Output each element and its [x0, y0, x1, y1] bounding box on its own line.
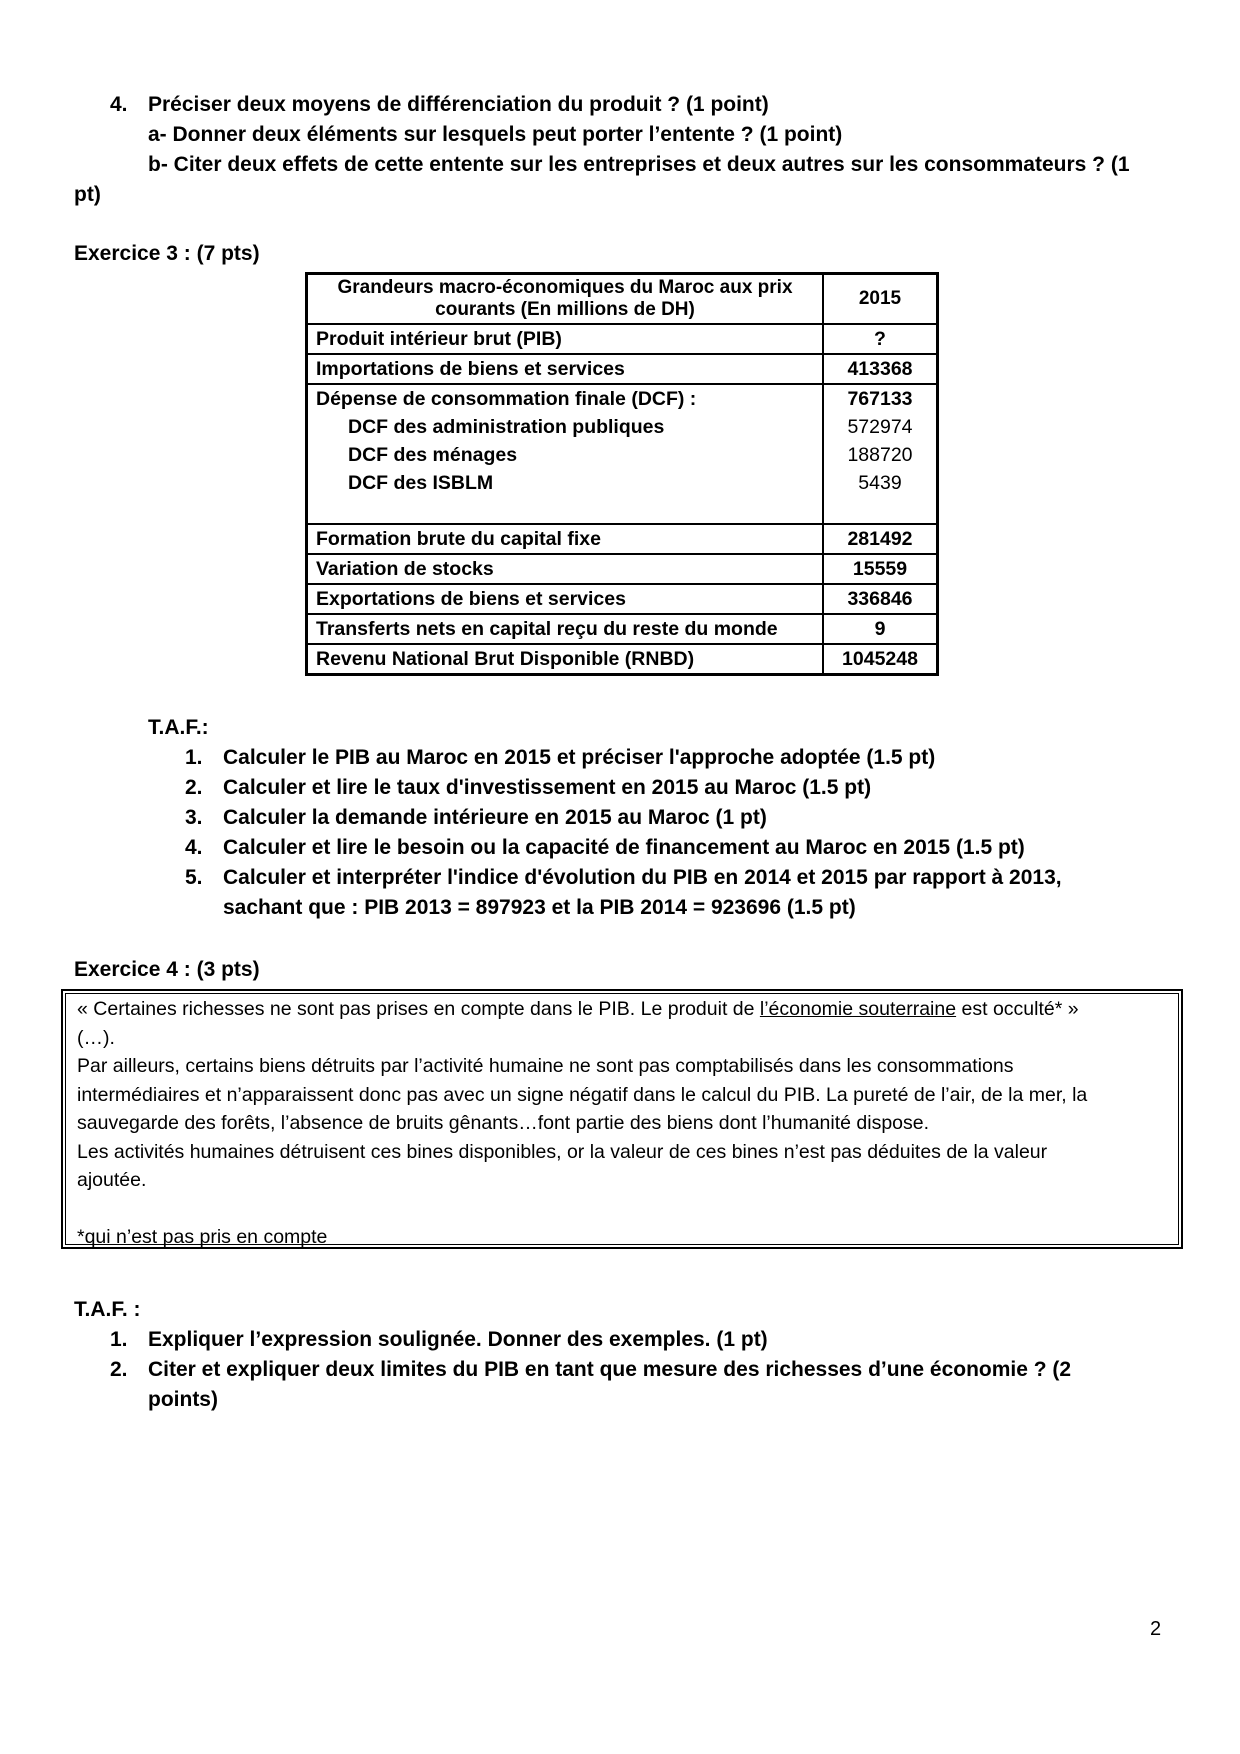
- row-value: 15559: [823, 554, 938, 584]
- task-item: [185, 833, 1175, 863]
- table-header-label: Grandeurs macro-économiques du Maroc aux prix courants (En millions de DH): [307, 274, 824, 325]
- task-text: Calculer le PIB au Maroc en 2015 et préciser l'approche adoptée (1.5 pt): [223, 746, 936, 769]
- row-label: Transferts nets en capital reçu du reste du monde: [307, 614, 824, 644]
- task-number: 1.: [110, 1328, 128, 1351]
- task-text: Calculer la demande intérieure en 2015 au Maroc (1 pt): [223, 806, 767, 829]
- paragraph-line: Les activités humaines détruisent ces bines disponibles, or la valeur de ces bines n’est pas déduites de la valeur: [77, 1140, 1048, 1163]
- row-value: 9: [823, 614, 938, 644]
- row-label: Dépense de consommation finale (DCF) :: [316, 388, 697, 410]
- row-label: Variation de stocks: [307, 554, 824, 584]
- table-row: [307, 354, 938, 384]
- row-value: 281492: [823, 524, 938, 554]
- task-number: 3.: [185, 806, 203, 829]
- task-text: Citer et expliquer deux limites du PIB en tant que mesure des richesses d’une économie ? (2: [148, 1358, 1072, 1381]
- row-label: DCF des ISBLM: [348, 472, 494, 494]
- question-4-number: 4.: [110, 93, 128, 116]
- row-value: 5439: [858, 472, 902, 494]
- task-text: Expliquer l’expression soulignée. Donner des exemples. (1 pt): [148, 1328, 768, 1351]
- row-label: Revenu National Brut Disponible (RNBD): [307, 644, 824, 675]
- task-number: 5.: [185, 866, 203, 889]
- dcf-group-values: [823, 384, 938, 524]
- exercise-3-taf-title: T.A.F.:: [148, 716, 209, 739]
- paragraph-line: ajoutée.: [77, 1169, 147, 1191]
- task-text: Calculer et interpréter l'indice d'évolution du PIB en 2014 et 2015 par rapport à 2013,: [223, 866, 1062, 889]
- task-number: 2.: [185, 776, 203, 799]
- text-segment: est occulté* »: [956, 998, 1079, 1020]
- row-label: Produit intérieur brut (PIB): [307, 324, 824, 354]
- row-label: Exportations de biens et services: [307, 584, 824, 614]
- row-label: DCF des ménages: [348, 444, 518, 466]
- table-row: [307, 584, 938, 614]
- table-row: [307, 614, 938, 644]
- row-label: Importations de biens et services: [307, 354, 824, 384]
- table-row: [307, 554, 938, 584]
- task-item: [185, 743, 1175, 773]
- row-label: DCF des administration publiques: [348, 416, 665, 438]
- dcf-group-labels: [307, 384, 824, 524]
- task-item: [110, 1355, 1170, 1415]
- task-text: sachant que : PIB 2013 = 897923 et la PIB 2014 = 923696 (1.5 pt): [223, 896, 856, 919]
- exercise-4-title: Exercice 4 : (3 pts): [74, 958, 260, 981]
- row-value: 767133: [847, 388, 913, 410]
- task-number: 1.: [185, 746, 203, 769]
- task-number: 4.: [185, 836, 203, 859]
- underlined-expression: l’économie souterraine: [759, 998, 957, 1020]
- paragraph-line: Par ailleurs, certains biens détruits par l’activité humaine ne sont pas comptabilisés dans les consommations: [77, 1055, 1014, 1077]
- task-item: [185, 773, 1175, 803]
- question-4b: b- Citer deux effets de cette entente sur les entreprises et deux autres sur les consommateurs ? (1: [148, 153, 1130, 176]
- table-header-row: [307, 274, 938, 325]
- row-value: 336846: [823, 584, 938, 614]
- row-value: 1045248: [823, 644, 938, 675]
- table-row: [307, 644, 938, 675]
- paragraph-line: [77, 995, 1167, 1024]
- task-text: points): [148, 1388, 218, 1411]
- page-number: 2: [1150, 1618, 1162, 1640]
- task-number: 2.: [110, 1358, 128, 1381]
- row-value: 413368: [823, 354, 938, 384]
- macro-table: [305, 272, 939, 676]
- question-4: [110, 90, 769, 120]
- task-text: Calculer et lire le besoin ou la capacité de financement au Maroc en 2015 (1.5 pt): [223, 836, 1025, 859]
- exercise-3-task-list: [185, 743, 1175, 923]
- paragraph-spacer: [77, 1195, 1167, 1224]
- paragraph-line: intermédiaires et n’apparaissent donc pas avec un signe négatif dans le calcul du PIB. La pureté de l’air, de la mer, la: [77, 1083, 1088, 1106]
- question-4-text: Préciser deux moyens de différenciation du produit ? (1 point): [148, 93, 769, 116]
- task-text: Calculer et lire le taux d'investissement en 2015 au Maroc (1.5 pt): [223, 776, 872, 799]
- task-item: [185, 863, 1175, 923]
- paragraph-line: (…).: [77, 1026, 115, 1049]
- row-value: 572974: [847, 416, 913, 438]
- exercise-4-text-box: [61, 989, 1183, 1249]
- exercise-3-title: Exercice 3 : (7 pts): [74, 242, 260, 265]
- footnote: *qui n’est pas pris en compte: [77, 1226, 328, 1248]
- exercise-4-task-list: [110, 1325, 1170, 1415]
- table-row: [307, 324, 938, 354]
- table-row: [307, 524, 938, 554]
- row-label: Formation brute du capital fixe: [307, 524, 824, 554]
- table-row-dcf-group: [307, 384, 938, 524]
- task-item: [185, 803, 1175, 833]
- task-item: [110, 1325, 1170, 1355]
- question-4a: a- Donner deux éléments sur lesquels peut porter l’entente ? (1 point): [148, 123, 843, 146]
- exercise-4-taf-title: T.A.F. :: [74, 1298, 141, 1321]
- paragraph-line: sauvegarde des forêts, l’absence de bruits gênants…font partie des biens dont l’humanité dispose.: [77, 1112, 930, 1134]
- table-header-year: 2015: [823, 274, 938, 325]
- question-4b-continuation: pt): [74, 183, 101, 206]
- text-segment: « Certaines richesses ne sont pas prises en compte dans le PIB. Le produit de: [77, 998, 760, 1020]
- row-value: ?: [823, 324, 938, 354]
- row-value: 188720: [847, 444, 913, 466]
